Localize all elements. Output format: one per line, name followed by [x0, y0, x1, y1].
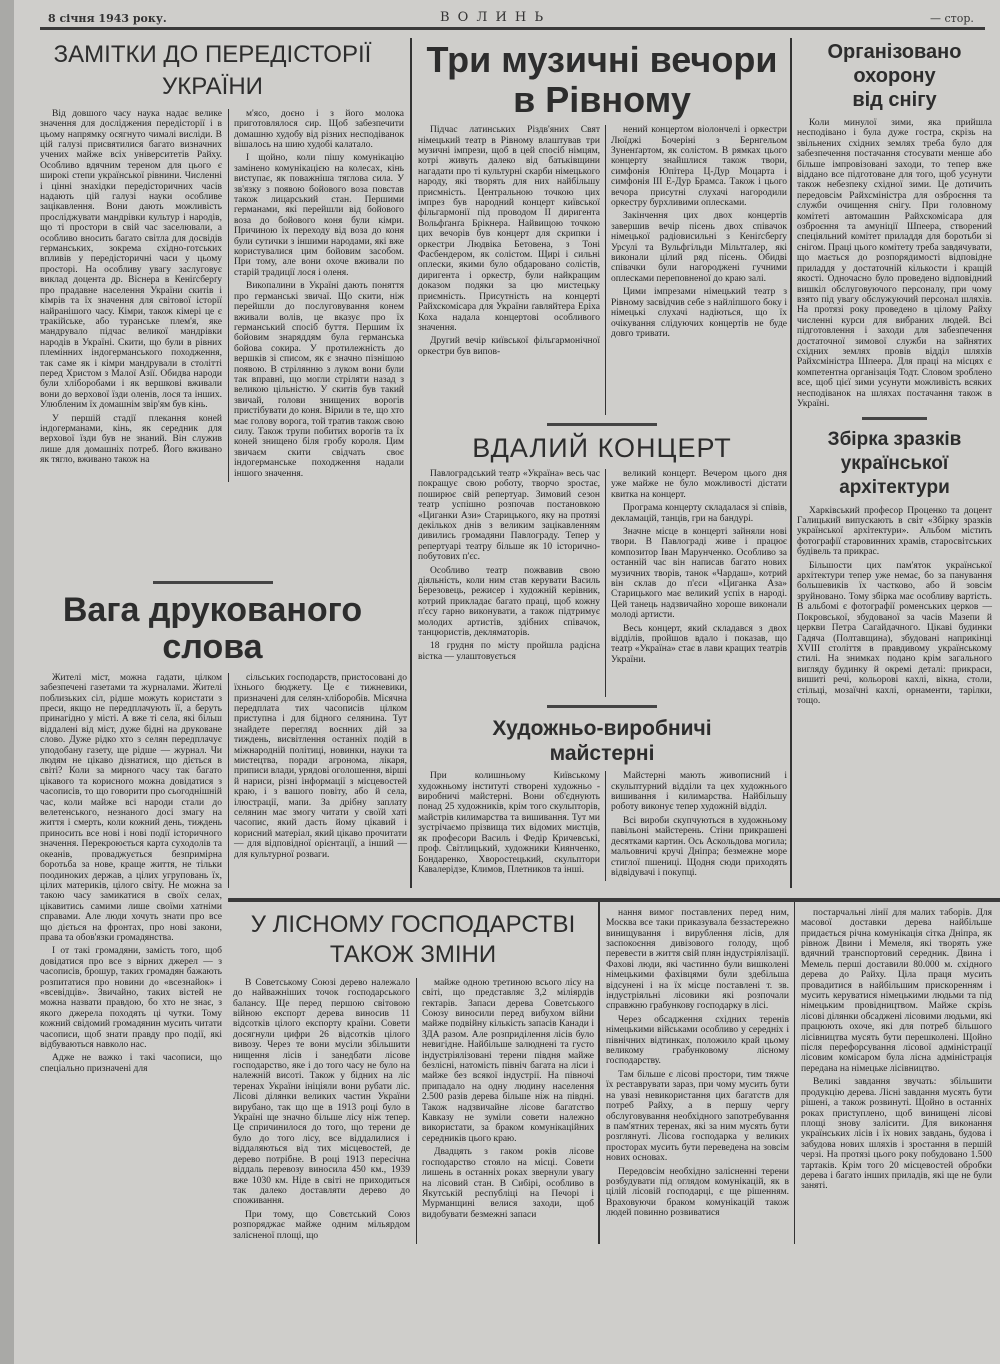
paragraph: Закінчення цих двох концертів завершив вечір пісень двох співачок німецької радіовисильні з Кеніґсберґу Урсулі та Вульфгільди Мільтґалер, які виконали цілий ряд пісень. Обидві співачки були нагороджені гучними оплесками переповненої до краю залі. — [611, 211, 787, 284]
headline-pavlograd-concert: ВДАЛИЙ КОНЦЕРТ — [472, 433, 732, 464]
issue-date: 8 січня 1943 року. — [48, 12, 167, 25]
article-prehistory — [15, 38, 410, 575]
paragraph: Викопалини в Україні дають поняття про германські звичаї. Що скити, ніж перейшли до послуговування конем вживали волів, це вказує про їх германський спосіб буття. Першим їх бойовим знаряддям була германська бойова сокира. У протилежність до вершків зі списом, як є значно пізнішою появою. В стрілянню з луком вони були так вправні, що могли стріляти назад з великою цільністю. У скитів був такий звичай, голови знищених ворогів пристібувати до коня. Вірили в те, що хто має голову ворога, той тратив також свою силу. Також трупи побитих ворогів та їх коней знищено біля гробу короля. Цим звичаєм скити свідчать своє індогерманське походження надали іншого значення. — [234, 281, 404, 479]
article-prehistory-body — [15, 109, 410, 482]
article-workshops-body — [418, 771, 786, 881]
article-press-col1 — [15, 673, 228, 1244]
paragraph: Коли минулої зими, яка прийшла несподівано і була дуже гостра, скрізь на звільнених східних землях треба було для забезпечення постачання стосувати менше або більше імпровізовані заходи, то тепер вже віддано все підготоване для того, щоб усунути також небезпеку східної зими. Це дотичить передовсім Райхсміністра для озброєння та служби очищення снігу. При головному комітеті автомашин Райхскомісара для озброєння та амуніції Шпеера, створений спеціяльний комітет приладдя для боротьби зі снігом. Праці цього комітету треба завдячувати, що мається до розпорядимості відповідне приладдя у достаточній кількости і кращій якості. Одночасно було проведено відповідний вишкіл обслуговуючого персоналу, при чому взято під увагу обслужуючий персонал шляхів. На протязі року проведено в цілому Райху численні курси для вибраних людей. Всі підготовлення і заходи для забезпечення достаточної зимової служби на зайнятих східних землях провів відділ шляхів Райхсміністра Шпеера. Для праці на місцях є компетентна організація Тодт. Словом зроблено все, щоб цієї зими усунути можливість всяких несподіванок на шляхах постачання також в Україні. — [797, 118, 992, 409]
paragraph: Програма концерту складалася зі співів, декламацій, танців, гри на бандурі. — [611, 503, 787, 524]
paragraph: Там більше є лісові простори, тим тяжче їх реставрувати зараз, при чому мусить бути на увазі невикористання цих багатств для потреб Райху, а в першу чергу обслуговування необхідного запотребування в пам'ятних теренах, які за ним мусять бути розглянуті. Лісова господарка у великих просторах мусить бути переведена на зовсім нових основах. — [606, 1069, 789, 1164]
article-pavlograd-body — [418, 469, 786, 697]
article-snow-body — [797, 118, 992, 409]
middle-column — [410, 38, 790, 888]
article-prehistory-col2 — [228, 109, 404, 482]
scan-edge — [0, 0, 14, 1364]
paragraph: Павлоградський театр «Україна» весь час покращує свою роботу, творчо зростає, поширює свій репертуар. Зимовий сезон театр успішно розпочав постановкою «Циганки Ази» Старицького, яку на протязі декількох днів з великим зацікавленням дивились громадяни Павлограду. Тепер у репертуарі театру більше як 10 історично-побутових п'єс. — [418, 468, 600, 563]
paragraph: Цими імпрезами німецький театр з Рівному засвідчив себе з найліпшого боку і німецькі слухачі надіються, що їх очікування слідуючих концертів не буде довго тривати. — [611, 287, 787, 339]
headline-line: від снігу — [852, 89, 937, 111]
paragraph: У першій стадії плекання коней індогерманами, кінь, як середник для верхової їзди був не знаний. Він служив лише для домашніх потреб. Його вживано як тягло, вживано також на — [40, 413, 222, 466]
article-forestry — [228, 898, 1000, 1244]
paragraph: Значне місце в концерті зайняли нові твори. В Павлограді живе і працює композитор Іван Марунченко. Особливо за останній час він написав багато нових музичних творів, танок «Чардаш», котрий він склав до п'єси «Циганка Аза» Старицького має великий успіх в народі. Цей танець надзвичайно хороше виконали молоді артисти. — [611, 526, 787, 621]
headline-line: слова — [162, 628, 263, 667]
paragraph: При тому, що Совєтський Союз розпоряджає майже одним мільярдом залісненої площі, що — [233, 1209, 410, 1241]
headline-line: Три музичні вечори — [426, 39, 778, 80]
headline-line: Організовано — [827, 41, 962, 63]
newspaper-title: В О Л И Н Ь — [440, 10, 546, 25]
headline-line: ЗАМІТКИ ДО ПЕРЕДІСТОРІЇ — [53, 41, 372, 68]
paragraph: 18 грудня по місту пройшла радісна вістка — улаштовується — [418, 641, 600, 662]
paragraph: майже одною третиною всього лісу на світі, що представляє 3,2 міліярдів гектарів. Запаси дерева Советського Союзу виносили перед вибухом війни майже подвійну кількість запасів Канади і ЗДА разом. Але розприділення лісів було невигідне. Найбільше залюднені та густо індустріялізовані терени півдня майже безлісні, натомість північ багата на ліси і майже без всякої індустрії. На півночі припадало на одну людину населення 2.500 разів дерева більше ніж на півдні. Також надзвичайне лісове багатство Кавказу не зуміли совети належно використати, за браком комунікаційних середників цього краю. — [422, 977, 594, 1144]
paragraph: І от такі громадяни, замість того, щоб довідатися про все з вірних джерел — з часописів, брошур, таких громадян бажають розпитатися про новини до «всезнайок» і «всевідців». Звичайно, таких вістей не можна назвати правдою, бо хто не знає, з якого джерела походять ці чутки. Тому кожний свідомий громадянин мусить читати часописи, щоб знати правду про події, які відбуваються навколо нас. — [40, 946, 222, 1050]
separator — [862, 417, 927, 420]
headline-line: У ЛІСНОМУ ГОСПОДАРСТВІ — [250, 910, 576, 938]
article-pavlograd-col2 — [605, 469, 787, 697]
headline-press — [15, 592, 410, 673]
paragraph: Через обсадження східних теренів німецькими військами особливо у середніх і північних відтинках, положило край цьому великому грабунковому лісному господарству. — [606, 1014, 789, 1067]
separator — [547, 705, 657, 708]
separator — [547, 423, 657, 426]
article-concerts-col1 — [418, 125, 605, 415]
headline-line: в Рівному — [513, 78, 691, 120]
article-workshops-col2 — [605, 771, 787, 881]
headline-prehistory — [15, 38, 410, 109]
headline-line: Вага друкованого — [62, 591, 363, 629]
page-grid — [15, 38, 1000, 1244]
paragraph: Передовсім необхідно залісненні терени розбудувати під оглядом комунікацій, як в цілій лісовій господарці, є ще рішенням. Враховуючи браком комунікацій також людей повинно розвиватися — [606, 1166, 789, 1219]
paragraph: Другий вечір київської фільгармонічної оркестри був випов- — [418, 336, 600, 357]
article-concerts-col2 — [605, 125, 787, 415]
paragraph: Особливо театр пожвавив свою діяльність, коли ним став керувати Василь Березовець, режисер і художній керівник, котрий прикладає багато праці, щоб кожну п'єсу гарно виконувати, а також підтримує молодих артистів, здібних співачок, танцюристів, декляматорів. — [418, 565, 600, 638]
article-press-header — [15, 575, 410, 673]
article-forestry-col2 — [416, 978, 598, 1244]
paragraph: Двадцять з гаком років лісове господарство стояло на місці. Совети лишень в останніх роках звернули увагу на лісовий стан. В Сибірі, особливо в Якутській республіці на Печорі і Мурманщині велися заходи, щоб видобувати безмежні запаси — [422, 1147, 594, 1220]
paragraph: нання вимог поставлених перед ним, Москва все таки приказувала беззастережно винищування і вирублення лісів, для заспокоєння дивізового голоду, щоб перевести в життя свій плян індустріялізації. Фахові люди, які частинно були вишколені німецькими фахівцями були здебільша відсунені і на їх місце поставлені т. зв. індустріяльні лісовики які розпочали справжню грабункову господарку в лісі. — [606, 907, 789, 1012]
masthead — [40, 0, 985, 30]
paragraph: Весь концерт, який складався з двох відділів, пройшов вдало і показав, що театр «Україна» стає в лави кращих театрів України. — [611, 623, 787, 665]
headline-workshops — [418, 716, 786, 771]
article-prehistory-col1 — [40, 109, 228, 482]
paragraph: м'ясо, доєно і з його молока приготовлялося сир. Щоб забезпечити домашню худобу від різних несподіванок вішалось на шию худобі калатало. — [234, 108, 404, 150]
headline-line: української — [840, 453, 949, 475]
article-forestry-col3 — [598, 902, 794, 1244]
paragraph: При колишньому Київському художньому інституті створені художньо - виробничі майстерні. Вони об'єднують понад 25 художників, крім того скульпторів, майстрів килимарства та вишивання. Тут ми зустрічаємо прізвища тих відомих мистців, як професори Василь і Федір Кричевські, проф. Світлицький, художники Киянченко, Бондаренко, Хворостецький, скульптори Кавалерідзе, Климов, Плетников та інші. — [418, 771, 600, 875]
paragraph: І щойно, коли пішу комунікацію замінено комунікацією на колесах, кінь виступає, як поважніша тяглова сила. У зв'язку з появою бойового воза повстав також лицарський стан. Першими германами, які перейшли від бойового воза до бойового коня були кімри. Причиною їх переходу від воза до коня були сутички з іншими народами, які вже користувалися цим бойовим засобом. При тому, але вони охоче вживали по старій традиції лося і оленя. — [234, 153, 404, 278]
paragraph: Більшости цих пам'яток української архітектури тепер уже немає, бо за панування большевиків їх частково, або й зовсім зруйновано. Тому збірка має особливу вартість. В альбомі є фотографії роменських церков — Покровської, збудованої за часів Мазепи й церкви Петра Сагайдачного. Цікаві будинки Гадяча (Полтавщина), збудовані наприкінці XVIII століття в правдивому українському стилі. На знимках подано крім загального вигляду будинку й окремі деталі: прикраси, вишиті речі, кольорові кахлі, вікна, столи, стільці, мозаїчні кахлі, орнаменти, тарілки, тощо. — [797, 560, 992, 706]
article-press-col2 — [228, 673, 410, 888]
right-column — [790, 38, 1000, 888]
headline-snow — [797, 38, 992, 118]
headline-concerts — [418, 38, 786, 125]
headline-line: УКРАЇНИ — [162, 73, 263, 101]
paragraph: Великі завдання звучать: збільшити продукцію дерева. Лісні завдання мусять бути рішені, а також розвинуті. Щойно в останніх роках приступлено, щоб винищені лісові площі знову залісити. Для виконання українських лісів і їх нових завдань, будова і забудова нових шляхів і зростання в першій черзі. На протязі цього року побудовано 1.500 тартаків. Крім того 20 місцевостей обробки дерева і багато інших приладів, які ще не були заняті. — [801, 1077, 992, 1192]
headline-line: майстерні — [549, 742, 655, 766]
headline-line: Збірка зразків — [827, 429, 962, 451]
paragraph: сільських господарств, пристосовані до їхнього бюджету. Це є тижневики, призначені для селян-хліборобів. Місячна передплата тих часописів цілком приступна і для бідного селянина. Тут знайдете перегляд воєнних дій за тиждень, висвітлення останніх подій в міжнародній політиці, новинки, науки та мистецтва, поради агронома, лікаря, приписи влади, урядові оголошення, вірші й нариси, різні інформації з місцевостей краю, і з вашого повіту, або й села, ілюстрації, мапи. За дрібну заплату селянин має змогу читати у своїй хаті часопис, який дасть йому цікавий і корисний матеріал, який цікаво прочитати — для відповідної орієнтації, а інший — для культурної розваги. — [234, 672, 407, 860]
article-concerts-body — [418, 125, 786, 415]
article-architecture-body — [797, 506, 992, 707]
paragraph: Жителі міст, можна гадати, цілком забезпечені газетами та журналами. Жителі поблизьких сіл, рідше можуть користати з преси, якщо не передплачують її, а беруть принагідно у місті. А вже ті села, які більш віддалені від міст, дуже бідні на друковане слово. Дуже рідко хто з селян передплачує уподобану газету, ще рідше — журнал. Чи людям не цікаво дізнатися, що діється в світі? Коли за мирного часу так багато цікавого та корисного можна довідатися з часописів, то що говорити про сьогоднішній час, коли майже всі народи стали до велетенського, незнаного досі змагу на життя і смерть, коли кожний день, тиждень приносить все нові і нові події історичного значення. Перекроюється карта суходолів та океанів, проваджується безпримірна боротьба за нове, краще життя, не тільки поодиноких держав, а цілих угруповань їх, цілих материків, цілого світу. Не можна за такою часу замикатися в своїх селах, цікавитись самими лише своїми хатніми справами. Але люди хочуть знати про все що діється на фронтах, про нові закони, права та обов'язки громадянства. — [40, 672, 222, 943]
paragraph: Всі вироби скупчуються в художньому павільоні майстерень. Стіни прикрашені десятками картин. Ось Аскольдова могила; мальовничі кручі Дніпра; безмежне море стиглої пшениці. Щодня сюди приходять відвідувачі і покупці. — [611, 815, 787, 878]
paragraph: Від довшого часу наука надає велике значення для досліджения передісторії і в цьому напрямку осягнуто чималі висліди. В цій галузі присвятилися багато визначних учених майже всіх університетів Райху. Особливо вдячним тереном для цього є широкі степи української рівнини. Численні і цінні знахідки передісторичних часів надають цій галузі науки особливе зацікавлення. Вони дають можливість просліджувати мандрівки культур і народів, що ті простори в свій час заселювали, а особливо вносить багато світла для досвідів германських, зокрема східно-готських впливів у передісторичні часи у цьому просторі. На особливу увагу заслуговує виклад доцента др. Віснера в Кеніґсберґу про прадавне населення України скитів і кімрів та їх значення для світової історії найранішого часу. Кімри, також кімері це є тракійське, або туранське плем'я, яке мандрувало підчас великої мандрівки народів в Україні. Скити, що були в рівних племінних індогерманського походження, так саме як і кімри мандрували в столітті перед Христом з Малої Азії. Обидва народи були хліборобами і як вершкові вживали вони до верхової їзди оленів, лося та інших. Улюбленим їх домашнім звір'ям був кінь. — [40, 108, 222, 411]
paragraph: Майстерні мають живописний і скульптурний відділи та цех художнього вишивання і килимарства. Найбільшу роботу виконує тепер художній відділ. — [611, 771, 787, 813]
paragraph: великий концерт. Вечером цього дня уже майже не було можливості дістати квитка на концерт. — [611, 468, 787, 500]
paragraph: Адже не важко і такі часописи, що спеціально призначені для — [40, 1053, 222, 1074]
headline-line: ТАКОЖ ЗМІНИ — [329, 940, 497, 968]
article-pavlograd-col1 — [418, 469, 605, 697]
article-forestry-col4 — [794, 902, 1000, 1244]
headline-line: архітектури — [839, 476, 950, 498]
separator — [153, 581, 273, 584]
headline-line: охорону — [853, 65, 936, 87]
article-forestry-col1 — [228, 978, 416, 1244]
paragraph: постарчальні лінії для малих таборів. Для масової доставки дерева найбільше придається річна комунікація сітка Дніпра, як рівнож Двини і Мемеля, які творять уже вдячний транспортовий середник. Двина і Мемель перші доставили 80.000 м. східного дерева до Райху. Ціла праця мусить провадитися в найбільшим прискоренням і мусить керуватися німецькими людьми та під німецьким провідництвом. Майже скрізь лісові ділянки обсаджені лісовими людьми, які працюють охоче, які для потреб більшого лісівництва мусять бути перешколені. Щойно після перефорсування лісової адміністрації лісовим комісаром була лісна адміністрація передана на німецьке лісівництво. — [801, 907, 992, 1074]
paragraph: Підчас латинських Різдв'яних Свят німецький театр в Рівному влаштував три музичні імпрези, щоб в цей спосіб німцям, котрі живуть далеко від батьківщини нагадати про ті культурні скарби німецького народу, які творять для них найбільшу присмність. Центральною точкою цих імпрез був народний концерт київської фільгармонії під проводом II диригента Вольфґанґа Брікнера. Найвищою точкою цих вечорів був концерт для скрипки і оркестри Людвіка Бетовена, з Тоні Фасбендером, як солістом. Щирі і сильні оплески, якими було обдаровано солістів, диригента і оркестр, були найкращим доказом подяки за цю мистецьку приємність. Присутність на концерті Райхскомісара для України ґавляйтера Еріха Коха надала концертові особливого значення. — [418, 125, 600, 333]
article-workshops-col1 — [418, 771, 605, 881]
headline-architecture — [797, 428, 992, 505]
headline-line: Художньо-виробничі — [492, 716, 712, 740]
paragraph: Харківський професор Проценко та доцент Галицький випускають в світ «Збірку зразків української архітектури». Альбом містить фотографії старовинних храмів, старосвітських будівель та прикрас. — [797, 505, 992, 558]
paragraph: В Советському Союзі дерево належало до найважніших точок господарського балансу. Ще перед першою світовою війною експорт дерева виносив 11 відсотків цілого експорту країни. Совети досягнули цифри 26 відсотків цілого вивозу. Через те вони мусіли збільшити нищення лісів і занедбати лісове господарство, яке і до того часу не було на належній висоті. Також у бідних на ліс теренах України ініціяли вони рубати ліс. Лісові ділянки великих частин України вирубано, так що ще в 1913 році було в Україні ще значно більше лісу ніж тепер. Це спричинилося до того, що терени де було до того лісу, все віддалилися і віддаляються від тих місцевостей, де дерево потрібне. В році 1913 пересічна віддаль перевозу виносила 450 км., 1939 вже 1030 км. Ніде в світі не приходиться так далеко доставляти дерево до споживання. — [233, 977, 410, 1207]
page-number: — стор. — [930, 12, 974, 25]
headline-forestry — [228, 902, 598, 978]
paragraph: нений концертом віолончелі і оркестри Люїджі Бочеріні з Бернгельом Зуненґартом, як солістом. В рямках цього концерту знайшлися також твори, симфонія Юпітера Ц-Дур Моцарта і симфонія III Е-Дур Брамса. Також і цього вечора присутні слухачі нагородили оркестру бурхливими оплесками. — [611, 125, 787, 209]
